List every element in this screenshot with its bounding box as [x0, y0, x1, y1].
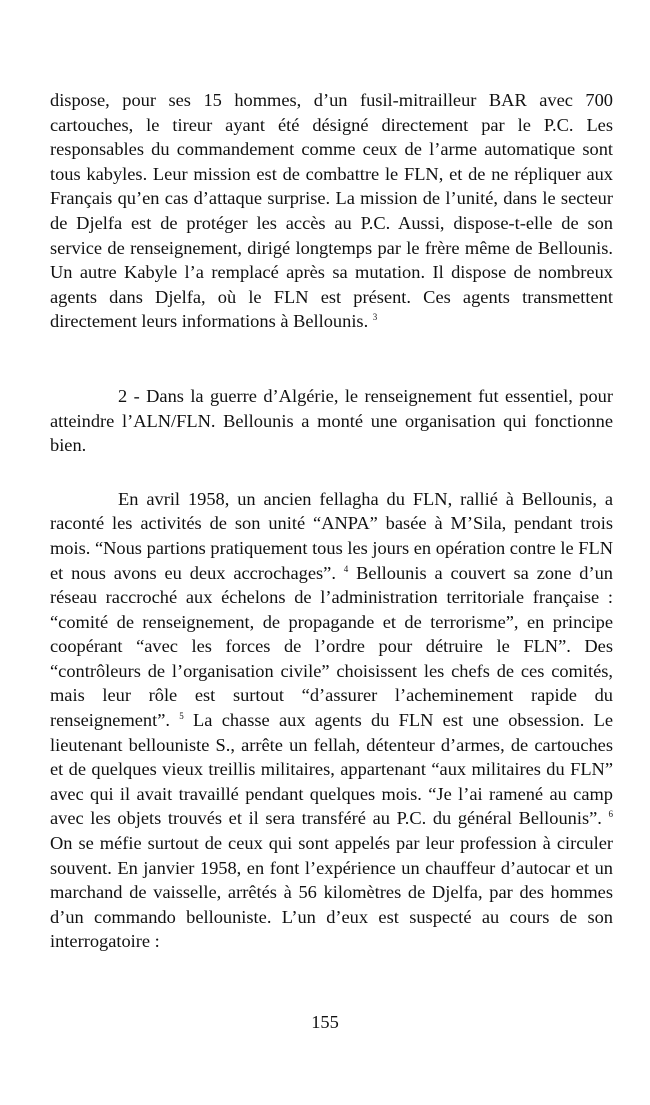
page-number: 155	[311, 1012, 339, 1032]
paragraph-3-sentence-1: En avril 1958, un ancien fellagha du FLN, rallié à Bellounis, a raconté les activités de son unité “ANPA” basée à M’Sila, pendant trois mois. “Nous partions pratiquement tous les jours en opération contre le FLN et nous avons eu deux accrochages”.	[50, 488, 613, 583]
page-body	[50, 88, 613, 954]
footnote-ref-5: 5	[179, 711, 184, 722]
footnote-ref-6: 6	[608, 809, 613, 820]
paragraph-3-sentence-2: Bellounis a couvert sa zone d’un réseau raccroché aux échelons de l’administration territoriale française : “comité de renseignement, de propagande et de terrorisme”, en principe coopérant “avec les forces de l’ordre pour détruire le FLN”. Des “contrôleurs de l’organisation civile” choisissent les chefs de ces comités, mais leur rôle est surtout “d’assurer l’acheminement rapide du renseignement”.	[50, 562, 613, 731]
paragraph-1-text: dispose, pour ses 15 hommes, d’un fusil-mitrailleur BAR avec 700 cartouches, le tireur ayant été désigné directement par le P.C. Les responsables du commandement comme ceux de l’arme automatique sont tous kabyles. Leur mission est de combattre le FLN, et de ne répliquer aux Français qu’en cas d’attaque surprise. La mission de l’unité, dans le secteur de Djelfa est de protéger les accès au P.C. Aussi, dispose-t-elle de son service de renseignement, dirigé longtemps par le frère même de Bellounis. Un autre Kabyle l’a remplacé après sa mutation. Il dispose de nombreux agents dans Djelfa, où le FLN est présent. Ces agents transmettent directement leurs informations à Bellounis.	[50, 90, 613, 332]
paragraph-1	[50, 88, 613, 334]
footnote-ref-3: 3	[372, 312, 378, 323]
paragraph-3-sentence-3: La chasse aux agents du FLN est une obsession. Le lieutenant bellouniste S., arrête un fellah, détenteur d’armes, de cartouches et de quelques vieux treillis militaires, appartenant “aux militaires du FLN” avec qui il avait travaillé pendant quelques mois. “Je l’ai ramené au camp avec les objets trouvés et il sera transféré au P.C. du général Bellounis”.	[50, 710, 613, 829]
paragraph-3	[50, 487, 613, 954]
footnote-ref-4: 4	[343, 563, 349, 574]
paragraph-2-text: 2 - Dans la guerre d’Algérie, le renseignement fut essentiel, pour atteindre l’ALN/FLN. Bellounis a monté une organisation qui fonctionne bien.	[50, 385, 613, 456]
paragraph-3-sentence-4: On se méfie surtout de ceux qui sont appelés par leur profession à circuler souvent. En janvier 1958, en font l’expérience un chauffeur d’autocar et un marchand de vaisselle, arrêtés à 56 kilomètres de Djelfa, par des hommes d’un commando bellouniste. L’un d’eux est suspecté au cours de son interrogatoire :	[50, 833, 613, 952]
paragraph-2	[50, 384, 613, 458]
